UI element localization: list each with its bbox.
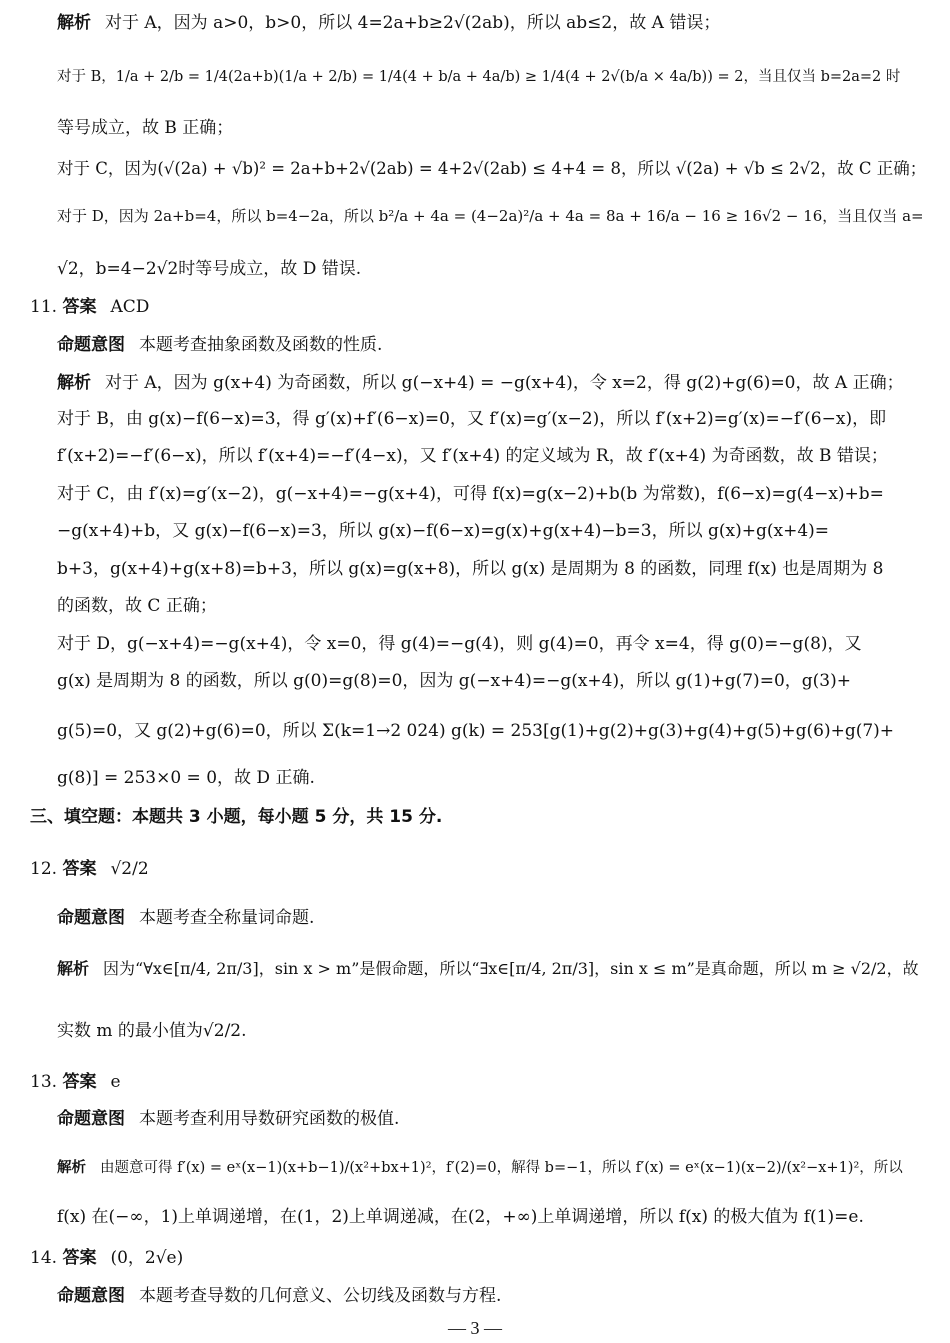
q11-line-4: 对于 C，由 f′(x)=g′(x−2)，g(−x+4)=−g(x+4)，可得 f(x)=g(x−2)+b(b 为常数)，f(6−x)=g(4−x)+b= xyxy=(57,484,884,504)
q11-line-8: 对于 D，g(−x+4)=−g(x+4)，令 x=0，得 g(4)=−g(4)，则 g(4)=0，再令 x=4，得 g(0)=−g(8)，又 xyxy=(57,634,862,654)
label-yitu: 命题意图 xyxy=(57,1286,125,1306)
label-yitu: 命题意图 xyxy=(57,1109,125,1129)
q12-line-1 xyxy=(57,958,927,980)
q11-line-9: g(x) 是周期为 8 的函数，所以 g(0)=g(8)=0，因为 g(−x+4)=−g(x+4)，所以 g(1)+g(7)=0，g(3)+ xyxy=(57,671,851,691)
q13-text-1: 由题意可得 f′(x) = eˣ(x−1)(x+b−1)/(x²+bx+1)²，f′(2)=0，解得 b=−1，所以 f′(x) = eˣ(x−1)(x−2)/(x²−x+1)²，所以 xyxy=(100,1160,903,1176)
q11-answer-line xyxy=(30,296,930,318)
q11-line-10: g(5)=0，又 g(2)+g(6)=0，所以 Σ(k=1→2 024) g(k) = 253[g(1)+g(2)+g(3)+g(4)+g(5)+g(6)+g(7)+ xyxy=(57,721,895,741)
q10-line-b1: 对于 B，1/a + 2/b = 1/4(2a+b)(1/a + 2/b) = 1/4(4 + b/a + 4a/b) ≥ 1/4(4 + 2√(b/a × 4a/b)) = 2，当且仅当 b=2a=2 时 xyxy=(57,69,901,85)
q14-intent: 本题考查导数的几何意义、公切线及函数与方程. xyxy=(139,1286,502,1306)
label-yitu: 命题意图 xyxy=(57,335,125,355)
q14-number: 14. xyxy=(30,1248,58,1268)
q13-intent-line xyxy=(57,1108,927,1130)
section-3-title: 三、填空题：本题共 3 小题，每小题 5 分，共 15 分. xyxy=(30,807,443,827)
label-jiexi: 解析 xyxy=(57,13,91,33)
label-jiexi: 解析 xyxy=(57,1160,86,1176)
q10-line-b2: 等号成立，故 B 正确； xyxy=(57,118,234,138)
q12-text-1: 因为“∀x∈[π/4, 2π/3]，sin x > m”是假命题，所以“∃x∈[π/4, 2π/3]，sin x ≤ m”是真命题，所以 m ≥ √2/2，故 xyxy=(103,959,919,978)
q10-line-c: 对于 C，因为(√(2a) + √b)² = 2a+b+2√(2ab) = 4+2√(2ab) ≤ 4+4 = 8，所以 √(2a) + √b ≤ 2√2，故 C 正确； xyxy=(57,159,927,178)
q11-line-7: 的函数，故 C 正确； xyxy=(57,596,217,616)
q11-intent-line xyxy=(57,334,927,356)
q11-answer: ACD xyxy=(110,297,150,317)
label-yitu: 命题意图 xyxy=(57,908,125,928)
q11-line-6: b+3，g(x+4)+g(x+8)=b+3，所以 g(x)=g(x+8)，所以 g(x) 是周期为 8 的函数，同理 f(x) 也是周期为 8 xyxy=(57,559,884,579)
q12-line-2: 实数 m 的最小值为√2/2. xyxy=(57,1021,247,1041)
q12-answer: √2/2 xyxy=(110,859,149,879)
q13-answer: e xyxy=(110,1072,121,1092)
q13-line-2: f(x) 在(−∞，1)上单调递增，在(1，2)上单调递减，在(2，+∞)上单调递增，所以 f(x) 的极大值为 f(1)=e. xyxy=(57,1207,864,1227)
label-daan: 答案 xyxy=(62,1072,97,1092)
q11-number: 11. xyxy=(30,297,58,317)
q14-answer-line xyxy=(30,1247,930,1269)
q11-line-3: f′(x+2)=−f′(6−x)，所以 f′(x+4)=−f′(4−x)，又 f′(x+4) 的定义域为 R，故 f′(x+4) 为奇函数，故 B 错误； xyxy=(57,446,888,466)
q12-answer-line xyxy=(30,858,930,880)
page-number: — 3 — xyxy=(448,1318,502,1338)
q13-answer-line xyxy=(30,1071,930,1093)
q13-number: 13. xyxy=(30,1072,58,1092)
q12-intent: 本题考查全称量词命题. xyxy=(139,908,315,928)
q11-line-1 xyxy=(57,372,927,394)
label-daan: 答案 xyxy=(62,859,97,879)
q10-line-a xyxy=(57,12,927,34)
q11-line-2: 对于 B，由 g(x)−f(6−x)=3，得 g′(x)+f′(6−x)=0，又 f′(x)=g′(x−2)，所以 f′(x+2)=g′(x)=−f′(6−x)，即 xyxy=(57,409,887,429)
q10-text-a: 对于 A，因为 a>0，b>0，所以 4=2a+b≥2√(2ab)，所以 ab≤2，故 A 错误； xyxy=(105,13,721,33)
label-jiexi: 解析 xyxy=(57,959,90,978)
label-daan: 答案 xyxy=(62,1248,97,1268)
q11-line-11: g(8)] = 253×0 = 0，故 D 正确. xyxy=(57,768,315,788)
q10-line-d1: 对于 D，因为 2a+b=4，所以 b=4−2a，所以 b²/a + 4a = (4−2a)²/a + 4a = 8a + 16/a − 16 ≥ 16√2 − 16，当且仅当 a= xyxy=(57,207,924,225)
label-jiexi: 解析 xyxy=(57,373,91,393)
label-daan: 答案 xyxy=(62,297,97,317)
q11-line-5: −g(x+4)+b，又 g(x)−f(6−x)=3，所以 g(x)−f(6−x)=g(x)+g(x+4)−b=3，所以 g(x)+g(x+4)= xyxy=(57,521,830,541)
q12-number: 12. xyxy=(30,859,58,879)
q13-line-1 xyxy=(57,1157,927,1179)
q14-answer: (0，2√e) xyxy=(110,1248,184,1268)
q13-intent: 本题考查利用导数研究函数的极值. xyxy=(139,1109,400,1129)
q11-text-1: 对于 A，因为 g(x+4) 为奇函数，所以 g(−x+4) = −g(x+4)，令 x=2，得 g(2)+g(6)=0，故 A 正确； xyxy=(105,373,904,393)
q12-intent-line xyxy=(57,907,927,929)
q14-intent-line xyxy=(57,1285,927,1307)
q11-intent: 本题考查抽象函数及函数的性质. xyxy=(139,335,383,355)
q10-line-d2: √2，b=4−2√2时等号成立，故 D 错误. xyxy=(57,259,362,279)
